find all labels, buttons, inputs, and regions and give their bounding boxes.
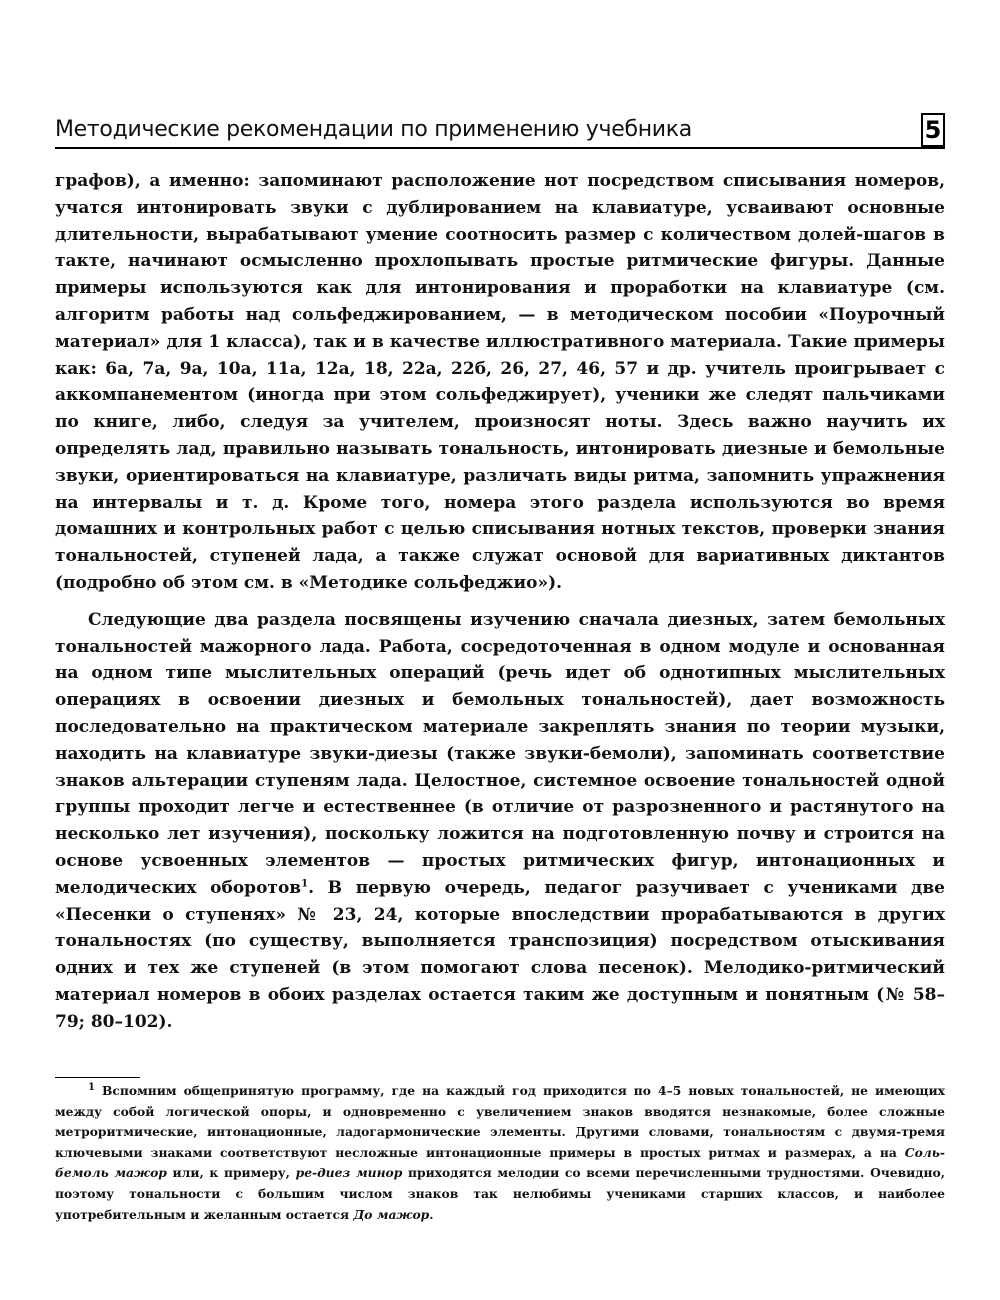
- footnote-text-3: приходятся мелодии со всеми перечисленными трудностями. Очевидно, поэтому тональности с большим числом знаков так нелюбимы учениками старших классов, и наиболее употребительным и желанным остается: [55, 1165, 945, 1222]
- footnote-marker: 1: [88, 1081, 95, 1093]
- footnote-key-2: ре-диез минор: [295, 1165, 403, 1181]
- footnote-reference: 1: [301, 878, 309, 890]
- header-title: Методические рекомендации по применению учебника: [55, 117, 692, 142]
- paragraph-2-text-a: Следующие два раздела посвящены изучению сначала диезных, затем бемольных тональностей мажорного лада. Работа, сосредоточенная в одном модуле и основанная на одном типе мыслительных операций (речь идет об однотипных мыслительных операциях в освоении диезных и бемольных тональностей), дает возможность последовательно на практическом материале закреплять знания по теории музыки, находить на клавиатуре звуки-диезы (также звуки-бемоли), запоминать соответствие знаков альтерации ступеням лада. Целостное, системное освоение тональностей одной группы проходит легче и естественнее (в отличие от разрозненного и растянутого на несколько лет изучения), поскольку ложится на подготовленную почву и строится на основе усвоенных элементов — простых ритмических фигур, интонационных и мелодических оборотов: [55, 609, 945, 898]
- footnote-text-2: или, к примеру,: [166, 1165, 296, 1181]
- page-number: 5: [921, 113, 945, 147]
- footnote-text-1: Вспомним общепринятую программу, где на каждый год приходится по 4–5 новых тональностей, не имеющих между собой логической опоры, и одновременно с увеличением знаков вводятся незнакомые, более сложные метроритмические, интонационные, ладогармонические элементы. Другими словами, тональностям с двумя-тремя ключевыми знаками соответствуют несложные интонационные примеры в простых ритмах и размерах, а на: [55, 1083, 945, 1160]
- paragraph-2: [55, 607, 945, 1036]
- footnote-text-4: .: [429, 1206, 434, 1222]
- body-text: [55, 168, 945, 1036]
- paragraph-2-text-b: . В первую очередь, педагог разучивает с учениками две «Песенки о ступенях» № 23, 24, которые впоследствии прорабатываются в других тональностях (по существу, выполняется транспозиция) посредством отыскивания одних и тех же ступеней (в этом помогают слова песенок). Мелодико-ритмический материал номеров в обоих разделах остается таким же доступным и понятным (№ 58–79; 80–102).: [55, 877, 945, 1032]
- footnote-separator: [55, 1077, 140, 1078]
- paragraph-1: графов), а именно: запоминают расположение нот посредством списывания номеров, учатся интонировать звуки с дублированием на клавиатуре, усваивают основные длительности, вырабатывают умение соотносить размер с количеством долей-шагов в такте, начинают осмысленно прохлопывать простые ритмические фигуры. Данные примеры используются как для интонирования и проработки на клавиатуре (см. алгоритм работы над сольфеджированием, — в методическом пособии «Поурочный материал» для 1 класса), так и в качестве иллюстративного материала. Такие примеры как: 6а, 7а, 9а, 10а, 11а, 12а, 18, 22а, 22б, 26, 27, 46, 57 и др. учитель проигрывает с аккомпанементом (иногда при этом сольфеджирует), ученики же следят пальчиками по книге, либо, следуя за учителем, произносят ноты. Здесь важно научить их определять лад, правильно называть тональность, интонировать диезные и бемольные звуки, ориентироваться на клавиатуре, различать виды ритма, запомнить упражнения на интервалы и т. д. Кроме того, номера этого раздела используются во время домашних и контрольных работ с целью списывания нотных текстов, проверки знания тональностей, ступеней лада, а также служат основой для вариативных диктантов (подробно об этом см. в «Методике сольфеджио»).: [55, 171, 945, 593]
- footnote: [55, 1081, 945, 1225]
- running-header: [55, 115, 945, 149]
- footnote-key-1: Соль-бемоль мажор: [55, 1144, 945, 1181]
- footnote-key-3: До мажор: [353, 1206, 430, 1222]
